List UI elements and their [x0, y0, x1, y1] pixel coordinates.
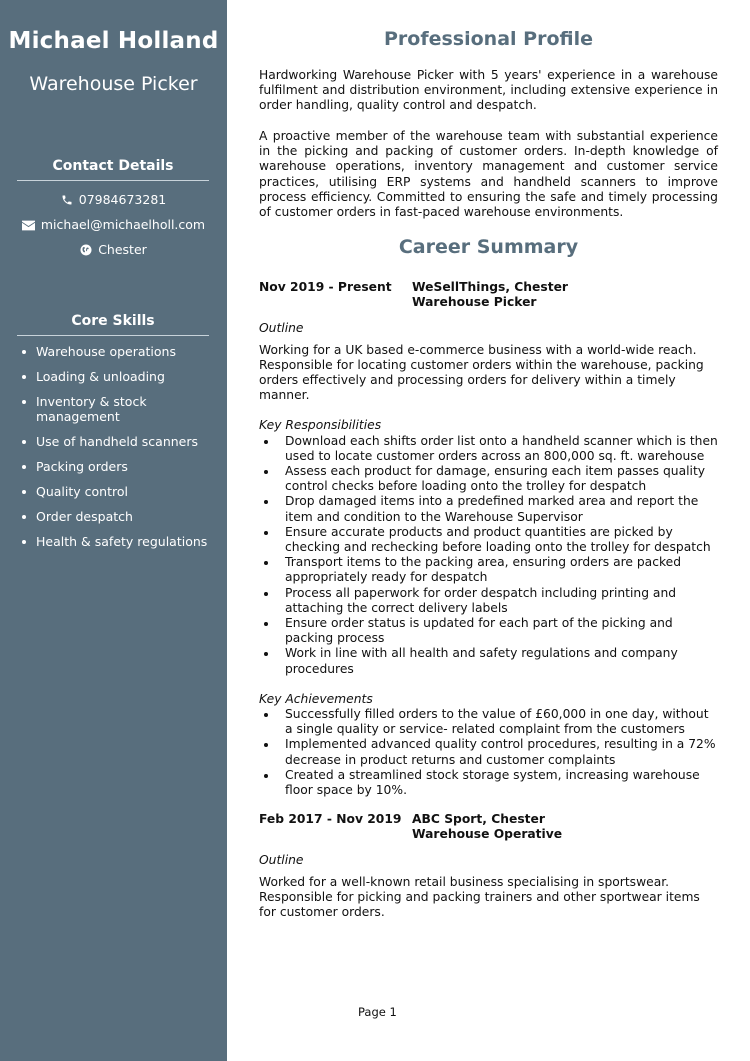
skills-list	[22, 344, 212, 559]
profile-paragraph: Hardworking Warehouse Picker with 5 years' experience in a warehouse fulfilment and distribution environment, including extensive experience in order handling, quality control and despatch.	[259, 68, 718, 113]
phone-number[interactable]: 07984673281	[78, 192, 167, 207]
page-number: Page 1	[358, 1005, 397, 1019]
career-heading: Career Summary	[398, 236, 579, 258]
list-item: Implemented advanced quality control procedures, resulting in a 72% decrease in product returns and customer complaints	[259, 737, 718, 767]
list-item: Use of handheld scanners	[22, 434, 212, 449]
profile-heading: Professional Profile	[384, 28, 593, 50]
job-title: Warehouse Operative	[412, 827, 563, 842]
job-outline: Working for a UK based e-commerce business with a world-wide reach. Responsible for locating customer orders within the warehouse, packing orders effectively and processing orders for delivery within a timely manner.	[259, 342, 704, 403]
contact-heading: Contact Details	[17, 158, 209, 181]
responsibilities-label: Key Responsibilities	[259, 418, 382, 433]
job-title: Warehouse Picker	[412, 295, 537, 310]
envelope-icon	[22, 220, 35, 231]
job-2	[259, 812, 718, 920]
candidate-name: Michael Holland	[8, 28, 219, 54]
job-1	[259, 280, 718, 798]
job-dates: Feb 2017 - Nov 2019	[259, 812, 402, 826]
list-item: Assess each product for damage, ensuring each item passes quality control checks before loading onto the trolley for despatch	[259, 464, 718, 494]
globe-icon	[80, 244, 92, 256]
email-address[interactable]: michael@michaelholl.com	[40, 217, 206, 232]
list-item: Order despatch	[22, 509, 212, 524]
candidate-role: Warehouse Picker	[29, 73, 198, 95]
profile-paragraph: A proactive member of the warehouse team with substantial experience in the picking and packing of customer orders. In-depth knowledge of warehouse operations, inventory management and customer service practices, utilising ERP systems and handheld scanners to improve process efficiency. Committed to ensuring the safe and timely processing of customer orders in fast-paced warehouse environments.	[259, 129, 718, 220]
list-item: Quality control	[22, 484, 212, 499]
list-item: Health & safety regulations	[22, 534, 212, 549]
contact-email	[0, 217, 227, 232]
list-item: Ensure accurate products and product quantities are picked by checking and rechecking before loading onto the trolley for despatch	[259, 525, 718, 555]
achievements-label: Key Achievements	[259, 691, 373, 706]
list-item: Created a streamlined stock storage system, increasing warehouse floor space by 10%.	[259, 768, 718, 798]
job-outline: Worked for a well-known retail business specialising in sportswear. Responsible for picking and packing trainers and other sportwear items for customer orders.	[259, 874, 700, 920]
responsibilities-list	[259, 434, 718, 677]
sidebar	[0, 0, 227, 1061]
list-item: Successfully filled orders to the value of £60,000 in one day, without a single quality or service- related complaint from the customers	[259, 707, 718, 737]
list-item: Process all paperwork for order despatch including printing and attaching the correct delivery labels	[259, 586, 718, 616]
list-item: Transport items to the packing area, ensuring orders are packed appropriately ready for despatch	[259, 555, 718, 585]
phone-icon	[61, 194, 73, 206]
list-item: Ensure order status is updated for each part of the picking and packing process	[259, 616, 718, 646]
list-item: Loading & unloading	[22, 369, 212, 384]
list-item: Inventory & stock management	[22, 394, 212, 424]
list-item: Drop damaged items into a predefined marked area and report the item and condition to the Warehouse Supervisor	[259, 494, 718, 524]
outline-label: Outline	[259, 321, 304, 336]
achievements-list	[259, 707, 718, 798]
contact-phone	[0, 192, 227, 207]
job-company: ABC Sport, Chester	[412, 812, 545, 826]
job-company: WeSellThings, Chester	[412, 280, 568, 294]
outline-label: Outline	[259, 853, 304, 868]
location: Chester	[98, 242, 147, 257]
job-header	[259, 280, 718, 310]
list-item: Warehouse operations	[22, 344, 212, 359]
list-item: Packing orders	[22, 459, 212, 474]
list-item: Download each shifts order list onto a handheld scanner which is then used to locate customer orders across an 800,000 sq. ft. warehouse	[259, 434, 718, 464]
job-dates: Nov 2019 - Present	[259, 280, 392, 294]
list-item: Work in line with all health and safety regulations and company procedures	[259, 646, 718, 676]
contact-location	[0, 242, 227, 257]
job-header	[259, 812, 718, 842]
skills-heading: Core Skills	[17, 313, 209, 336]
